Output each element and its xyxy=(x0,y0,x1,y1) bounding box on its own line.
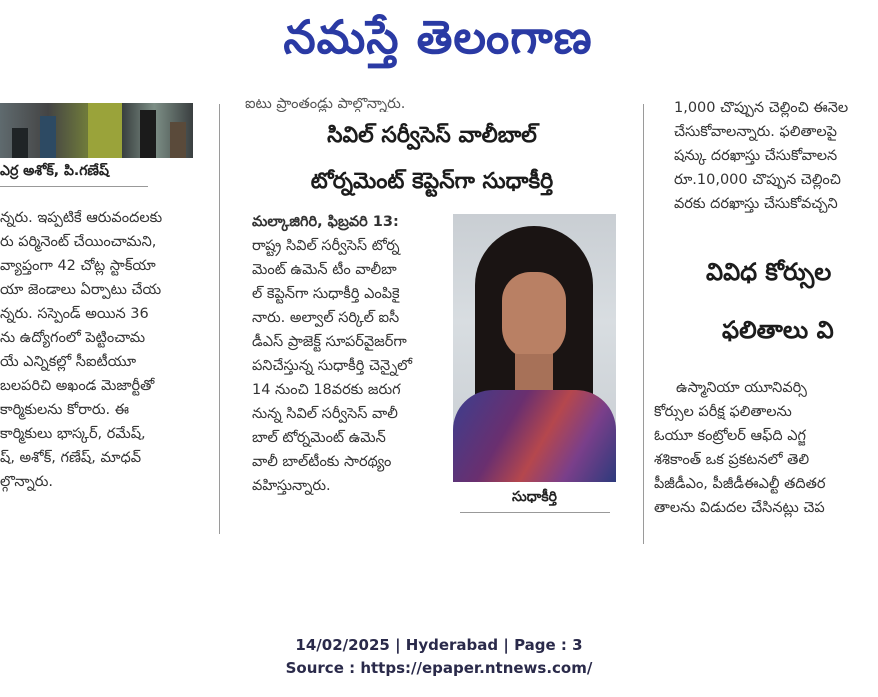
column-divider-right xyxy=(643,104,644,544)
left-line: ను ఉద్యోగంలో పెట్టించామ xyxy=(0,330,146,346)
left-line: ష్‌, అశోక్‌, గణేష్‌, మాధవ్‌ xyxy=(0,450,142,466)
article-body xyxy=(252,210,450,546)
article-top-fragment: ఐటు ప్రాంతండ్లు పాల్గొన్నారు. xyxy=(245,96,406,112)
article-line: పనిచేస్తున్న సుధాకీర్తి చెన్నైలో xyxy=(252,358,413,374)
portrait-photo xyxy=(453,214,616,482)
left-line: ల్గొన్నారు. xyxy=(0,474,53,490)
article-line: 14 నుంచి 18వరకు జరుగ xyxy=(252,382,401,398)
left-line: వ్యాప్తంగా 42 చోట్ల స్టాక్‌యా xyxy=(0,258,156,274)
left-line: కార్మికులు భాస్కర్‌, రమేష్‌, xyxy=(0,426,146,442)
left-line: బలపరిచి అఖండ మెజార్టీతో xyxy=(0,378,155,394)
left-line: యే ఎన్నికల్లో సీఐటీయూ xyxy=(0,354,137,370)
article-line: నారు. అల్వాల్‌ సర్కిల్‌ ఐసీ xyxy=(252,310,400,326)
footer-source: Source : https://epaper.ntnews.com/ xyxy=(285,659,593,677)
right-column-top xyxy=(674,96,878,226)
newspaper-masthead: నమస్తే తెలంగాణ xyxy=(283,10,593,64)
right-line: చేసుకోవాలన్నారు. ఫలితాలపై xyxy=(674,124,837,140)
article-headline-line1: సివిల్‌ సర్వీసెస్‌ వాలీబాల్‌ xyxy=(327,123,537,148)
left-column-text xyxy=(0,206,212,546)
right-column-body xyxy=(654,376,878,536)
article-line: డీఎస్‌ ప్రాజెక్ట్‌ సూపర్‌వైజర్‌గా xyxy=(252,334,407,350)
article-line: వాలీ బాల్‌టీంకు సారథ్యం xyxy=(252,454,392,470)
right-line: 1,000 చొప్పున చెల్లించి ఈనెల xyxy=(674,100,849,116)
right-line: వరకు దరఖాస్తు చేసుకోవచ్చని xyxy=(674,196,838,212)
article-line: రాష్ట్ర సివిల్‌ సర్వీసెస్‌ టోర్న xyxy=(252,238,400,254)
article-line: నున్న సివిల్‌ సర్వీసెస్‌ వాలీ xyxy=(252,406,398,422)
right-headline-line1: వివిధ కోర్సుల xyxy=(706,258,832,286)
right-line: రూ.10,000 చొప్పున చెల్లించి xyxy=(674,172,841,188)
portrait-caption: సుధాకీర్తి xyxy=(512,489,557,505)
right-line: కోర్సుల పరీక్ష ఫలితాలను xyxy=(654,404,792,420)
article-headline-line2: టోర్నమెంట్‌ కెప్టెన్‌గా సుధాకీర్తి xyxy=(310,169,554,194)
article-line: బాల్‌ టోర్నమెంట్‌ ఉమెన్‌ xyxy=(252,430,386,446)
caption-divider xyxy=(460,512,610,513)
left-line: కార్మికులను కోరారు. ఈ xyxy=(0,402,130,418)
article-line: వహిస్తున్నారు. xyxy=(252,478,331,494)
right-headline-line2: ఫలితాలు వి xyxy=(722,316,834,344)
left-line: యా జెండాలు ఏర్పాటు చేయ xyxy=(0,282,162,298)
footer-dateline: 14/02/2025 | Hyderabad | Page : 3 xyxy=(295,636,583,654)
right-headline-wrap xyxy=(660,252,878,362)
article-line: మెంట్‌ ఉమెన్‌ టీం వాలీబా xyxy=(252,262,397,278)
article-dateline: మల్కాజిగిరి, ఫిబ్రవరి 13: xyxy=(252,214,399,230)
right-line: షన్కు దరఖాస్తు చేసుకోవాలన xyxy=(674,148,838,164)
article-line: ల్‌ కెప్టెన్‌గా సుధాకీర్తి ఎంపికై xyxy=(252,286,400,302)
left-news-photo xyxy=(0,103,193,158)
right-line: తాలను విడుదల చేసినట్లు చెప xyxy=(654,500,825,516)
right-line: శశికాంత్‌ ఒక ప్రకటనలో తెలి xyxy=(654,452,810,468)
left-line: రు పర్మినెంట్‌ చేయించామని, xyxy=(0,234,157,250)
left-line: న్నరు. ఇప్పటికే ఆరువందలకు xyxy=(0,210,163,226)
right-line: ఓయూ కంట్రోలర్‌ ఆఫ్‌ది ఎగ్జ xyxy=(654,428,806,444)
left-photo-caption: ఎర్ర అశోక్‌, పి.గణేష్‌ xyxy=(0,163,109,179)
column-divider-left xyxy=(219,104,220,534)
right-line: పీజీడీఎం, పీజీడీఈఎల్టీ తదితర xyxy=(654,476,826,492)
caption-divider xyxy=(0,186,148,187)
left-line: న్నరు. సస్పెండ్‌ అయిన 36 xyxy=(0,306,149,322)
right-line: ఉస్మానియా యూనివర్సి xyxy=(676,380,807,396)
